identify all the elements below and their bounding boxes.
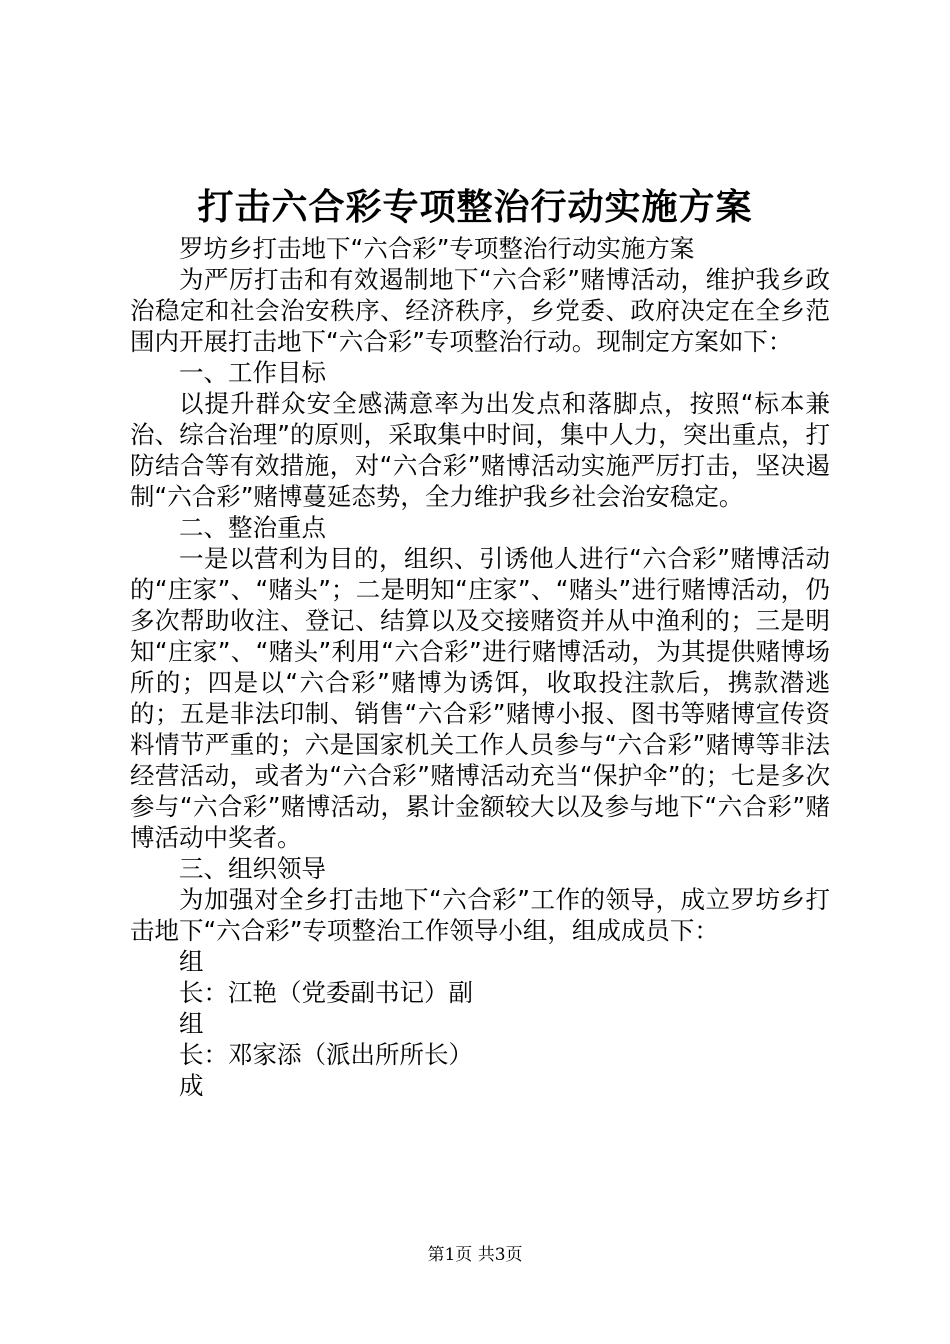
- section2-heading: 二、整治重点: [179, 513, 326, 542]
- member-line: 组: [179, 1009, 204, 1038]
- section3-paragraph: 为加强对全乡打击地下“六合彩”工作的领导，成立罗坊乡打击地下“六合彩”专项整治工作领导小组，组成成员下：: [130, 885, 830, 945]
- section3-heading: 三、组织领导: [179, 854, 326, 883]
- member-line: 组: [179, 947, 204, 976]
- member-line: 长：江艳（党委副书记）副: [179, 978, 473, 1007]
- member-line: 长：邓家添（派出所所长）: [179, 1040, 473, 1069]
- page-indicator: 第1页 共3页: [427, 1245, 523, 1265]
- section1-heading: 一、工作目标: [179, 358, 326, 387]
- section2-paragraph: 一是以营利为目的，组织、引诱他人进行“六合彩”赌博活动的“庄家”、“赌头”；二是明知“庄家”、“赌头”进行赌博活动，仍多次帮助收注、登记、结算以及交接赌资并从中渔利的；三是明知“庄家”、“赌头”利用“六合彩”进行赌博活动，为其提供赌博场所的；四是以“六合彩”赌博为诱饵，收取投注款后，携款潜逃的；五是非法印制、销售“六合彩”赌博小报、图书等赌博宣传资料情节严重的；六是国家机关工作人员参与“六合彩”赌博等非法经营活动，或者为“六合彩”赌博活动充当“保护伞”的；七是多次参与“六合彩”赌博活动，累计金额较大以及参与地下“六合彩”赌博活动中奖者。: [130, 544, 830, 852]
- document-body: [130, 233, 830, 1101]
- document-title: 打击六合彩专项整治行动实施方案: [197, 186, 753, 228]
- section1-paragraph: 以提升群众安全感满意率为出发点和落脚点，按照“标本兼治、综合治理”的原则，采取集中时间，集中人力，突出重点，打防结合等有效措施，对“六合彩”赌博活动实施严厉打击，坚决遏制“六合彩”赌博蔓延态势，全力维护我乡社会治安稳定。: [130, 389, 830, 511]
- intro-paragraph: 为严厉打击和有效遏制地下“六合彩”赌博活动，维护我乡政治稳定和社会治安秩序、经济秩序，乡党委、政府决定在全乡范围内开展打击地下“六合彩”专项整治行动。现制定方案如下：: [130, 265, 830, 356]
- document-subtitle: 罗坊乡打击地下“六合彩”专项整治行动实施方案: [179, 234, 695, 263]
- member-line: 成: [179, 1071, 204, 1100]
